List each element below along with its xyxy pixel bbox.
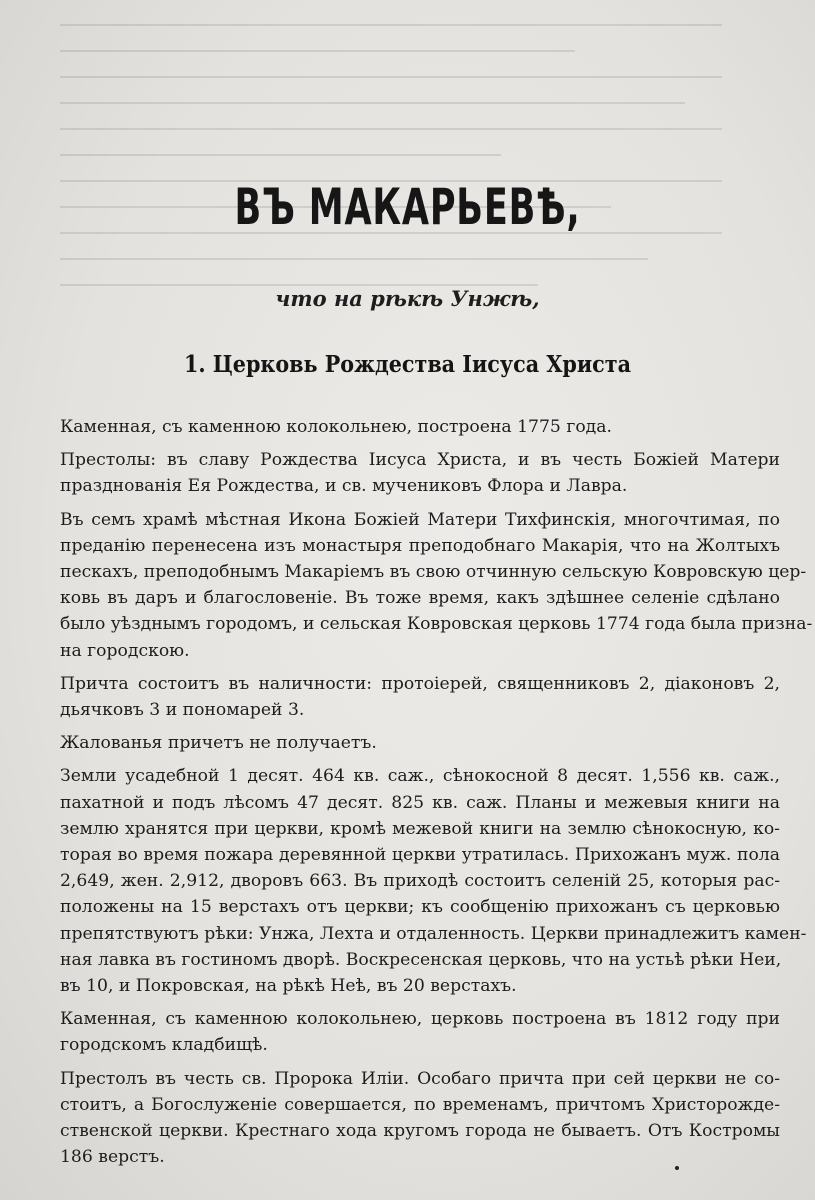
paragraph [60, 1006, 780, 1058]
text-line: пескахъ, преподобнымъ Макаріемъ въ свою отчинную сельскую Ковровскую цер- [60, 562, 807, 583]
text-line: Престолъ въ честь св. Пророка Иліи. Особаго причта при сей церкви не со- [60, 1068, 780, 1089]
text-line: преданію перенесена изъ монастыря преподобнаго Макарія, что на Жолтыхъ [60, 535, 780, 556]
text-line: торая во время пожара деревянной церкви утратилась. Прихожанъ муж. пола [60, 845, 780, 866]
text-line: Жалованья причетъ не получаетъ. [60, 733, 377, 754]
text-line: препятствуютъ рѣки: Унжа, Лехта и отдаленность. Церкви принадлежитъ камен- [60, 923, 807, 944]
text-line: землю хранятся при церкви, кромѣ межевой книги на землю сѣнокосную, ко- [60, 818, 780, 839]
text-line: на городскою. [60, 640, 190, 661]
paragraph [60, 763, 807, 999]
text-line: Земли усадебной 1 десят. 464 кв. саж., сѣнокосной 8 десят. 1,556 кв. саж., [60, 766, 780, 787]
text-line: было уѣзднымъ городомъ, и сельская Ковровская церковь 1774 года была призна- [60, 614, 813, 635]
paragraph [60, 1066, 780, 1171]
text-line: Въ семъ храмѣ мѣстная Икона Божіей Матери Тихфинскія, многочтимая, по [60, 509, 780, 530]
page-title: ВЪ МАКАРЬЕВѢ, [234, 178, 581, 236]
text-line: въ 10, и Покровская, на рѣкѣ Неѣ, въ 20 верстахъ. [60, 976, 517, 997]
page-subtitle: что на рѣкѣ Унжѣ, [275, 286, 540, 311]
text-line: Причта состоитъ въ наличности: протоіерей, священниковъ 2, діаконовъ 2, [60, 673, 780, 694]
text-line: Каменная, съ каменною колокольнею, церковь построена въ 1812 году при [60, 1009, 780, 1030]
paragraph [60, 671, 780, 723]
ink-dot [675, 1166, 679, 1170]
body-text [60, 414, 813, 1177]
text-line: Престолы: въ славу Рождества Іисуса Христа, и въ честь Божіей Матери [60, 450, 780, 471]
bleed-through-text [60, 0, 795, 330]
text-line: положены на 15 верстахъ отъ церкви; къ сообщенію прихожанъ съ церковью [60, 897, 780, 918]
text-line: празднованія Ея Рождества, и св. мучениковъ Флора и Лавра. [60, 476, 628, 497]
text-line: 2,649, жен. 2,912, дворовъ 663. Въ приходѣ состоитъ селеній 25, которыя рас- [60, 871, 780, 892]
text-line: ная лавка въ гостиномъ дворѣ. Воскресенская церковь, что на устьѣ рѣки Неи, [60, 949, 782, 970]
text-line: городскомъ кладбищѣ. [60, 1035, 268, 1056]
text-line: Каменная, съ каменною колокольнею, построена 1775 года. [60, 417, 612, 437]
paragraph [60, 414, 780, 440]
paragraph [60, 507, 813, 664]
paragraph [60, 730, 780, 756]
text-line: ственской церкви. Крестнаго хода кругомъ города не бываетъ. Отъ Костромы [60, 1121, 780, 1142]
text-line: пахатной и подъ лѣсомъ 47 десят. 825 кв. саж. Планы и межевыя книги на [60, 792, 780, 813]
text-line: ковь въ даръ и благословеніе. Въ тоже время, какъ здѣшнее селеніе сдѣлано [60, 588, 780, 609]
text-line: 186 верстъ. [60, 1147, 165, 1168]
section-heading: 1. Церковь Рождества Іисуса Христа [184, 350, 631, 378]
paragraph [60, 447, 780, 499]
text-line: дьячковъ 3 и пономарей 3. [60, 700, 305, 721]
text-line: стоитъ, а Богослуженіе совершается, по временамъ, причтомъ Христорожде- [60, 1094, 780, 1115]
